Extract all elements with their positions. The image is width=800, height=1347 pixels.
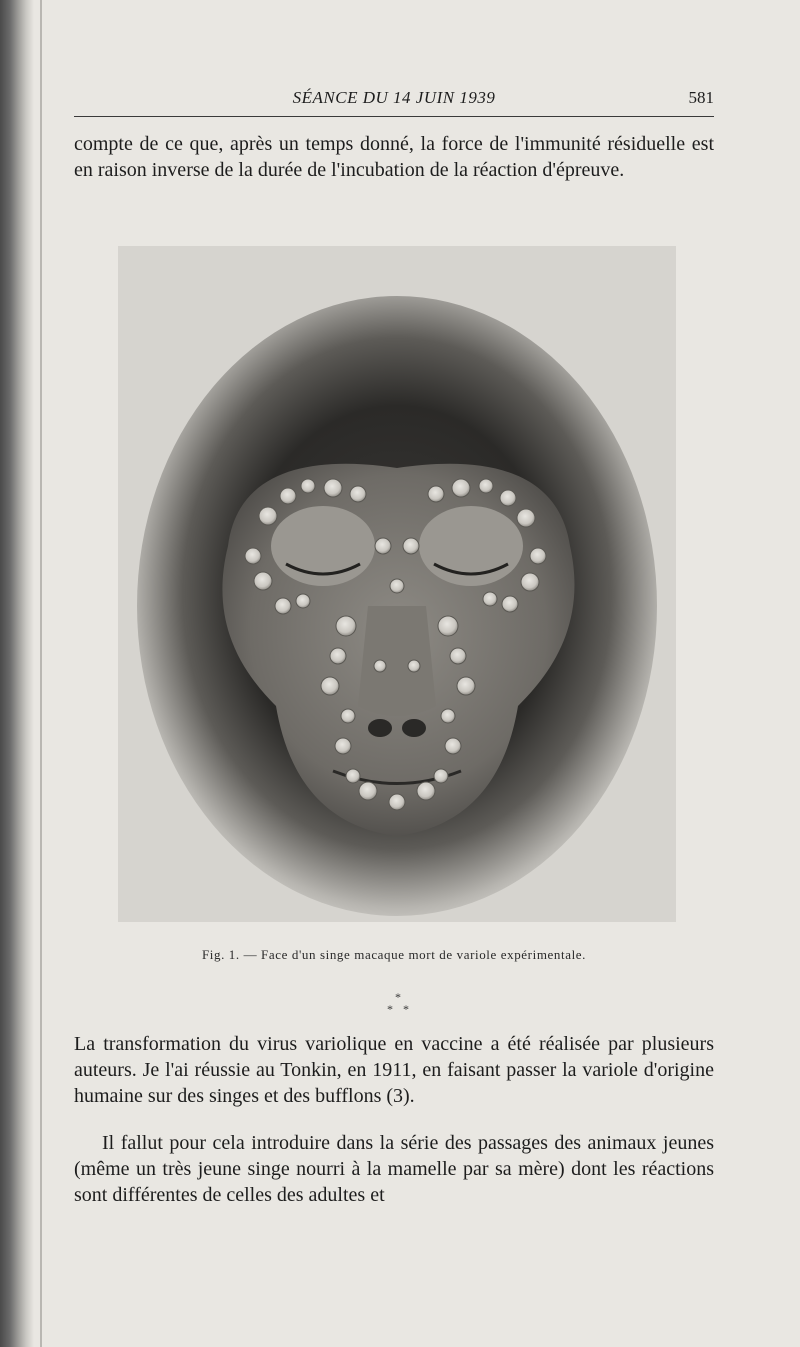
- section-separator: [384, 990, 414, 1020]
- separator-star-icon: *: [387, 1002, 393, 1016]
- macaque-face-illustration-icon: [118, 246, 676, 922]
- page-header: [74, 88, 714, 114]
- paragraph-2: La transformation du virus variolique en vaccine a été réalisée par plusieurs auteurs. Je l'ai réussie au Tonkin, en 1911, en faisant passer la variole d'origine humaine sur des singes et des bufflons (3).: [74, 1033, 714, 1107]
- gutter-line: [40, 0, 42, 1347]
- page-number: 581: [688, 88, 714, 107]
- running-head: SÉANCE DU 14 JUIN 1939: [292, 88, 496, 107]
- paragraph-3: Il fallut pour cela introduire dans la série des passages des animaux jeunes (même un très jeune singe nourri à la mamelle par sa mère) dont les réactions sont différentes de celles des adultes et: [74, 1132, 714, 1206]
- paragraph-1: compte de ce que, après un temps donné, la force de l'immunité résiduelle est en raison inverse de la durée de l'incubation de la réaction d'épreuve.: [74, 133, 714, 181]
- figure-image: [118, 246, 676, 922]
- separator-star-icon: *: [395, 990, 401, 1004]
- gutter-shadow: [0, 0, 34, 1347]
- figure-caption: Fig. 1. — Face d'un singe macaque mort de variole expérimentale.: [201, 947, 587, 962]
- separator-star-icon: *: [403, 1002, 409, 1016]
- header-rule: [74, 116, 714, 117]
